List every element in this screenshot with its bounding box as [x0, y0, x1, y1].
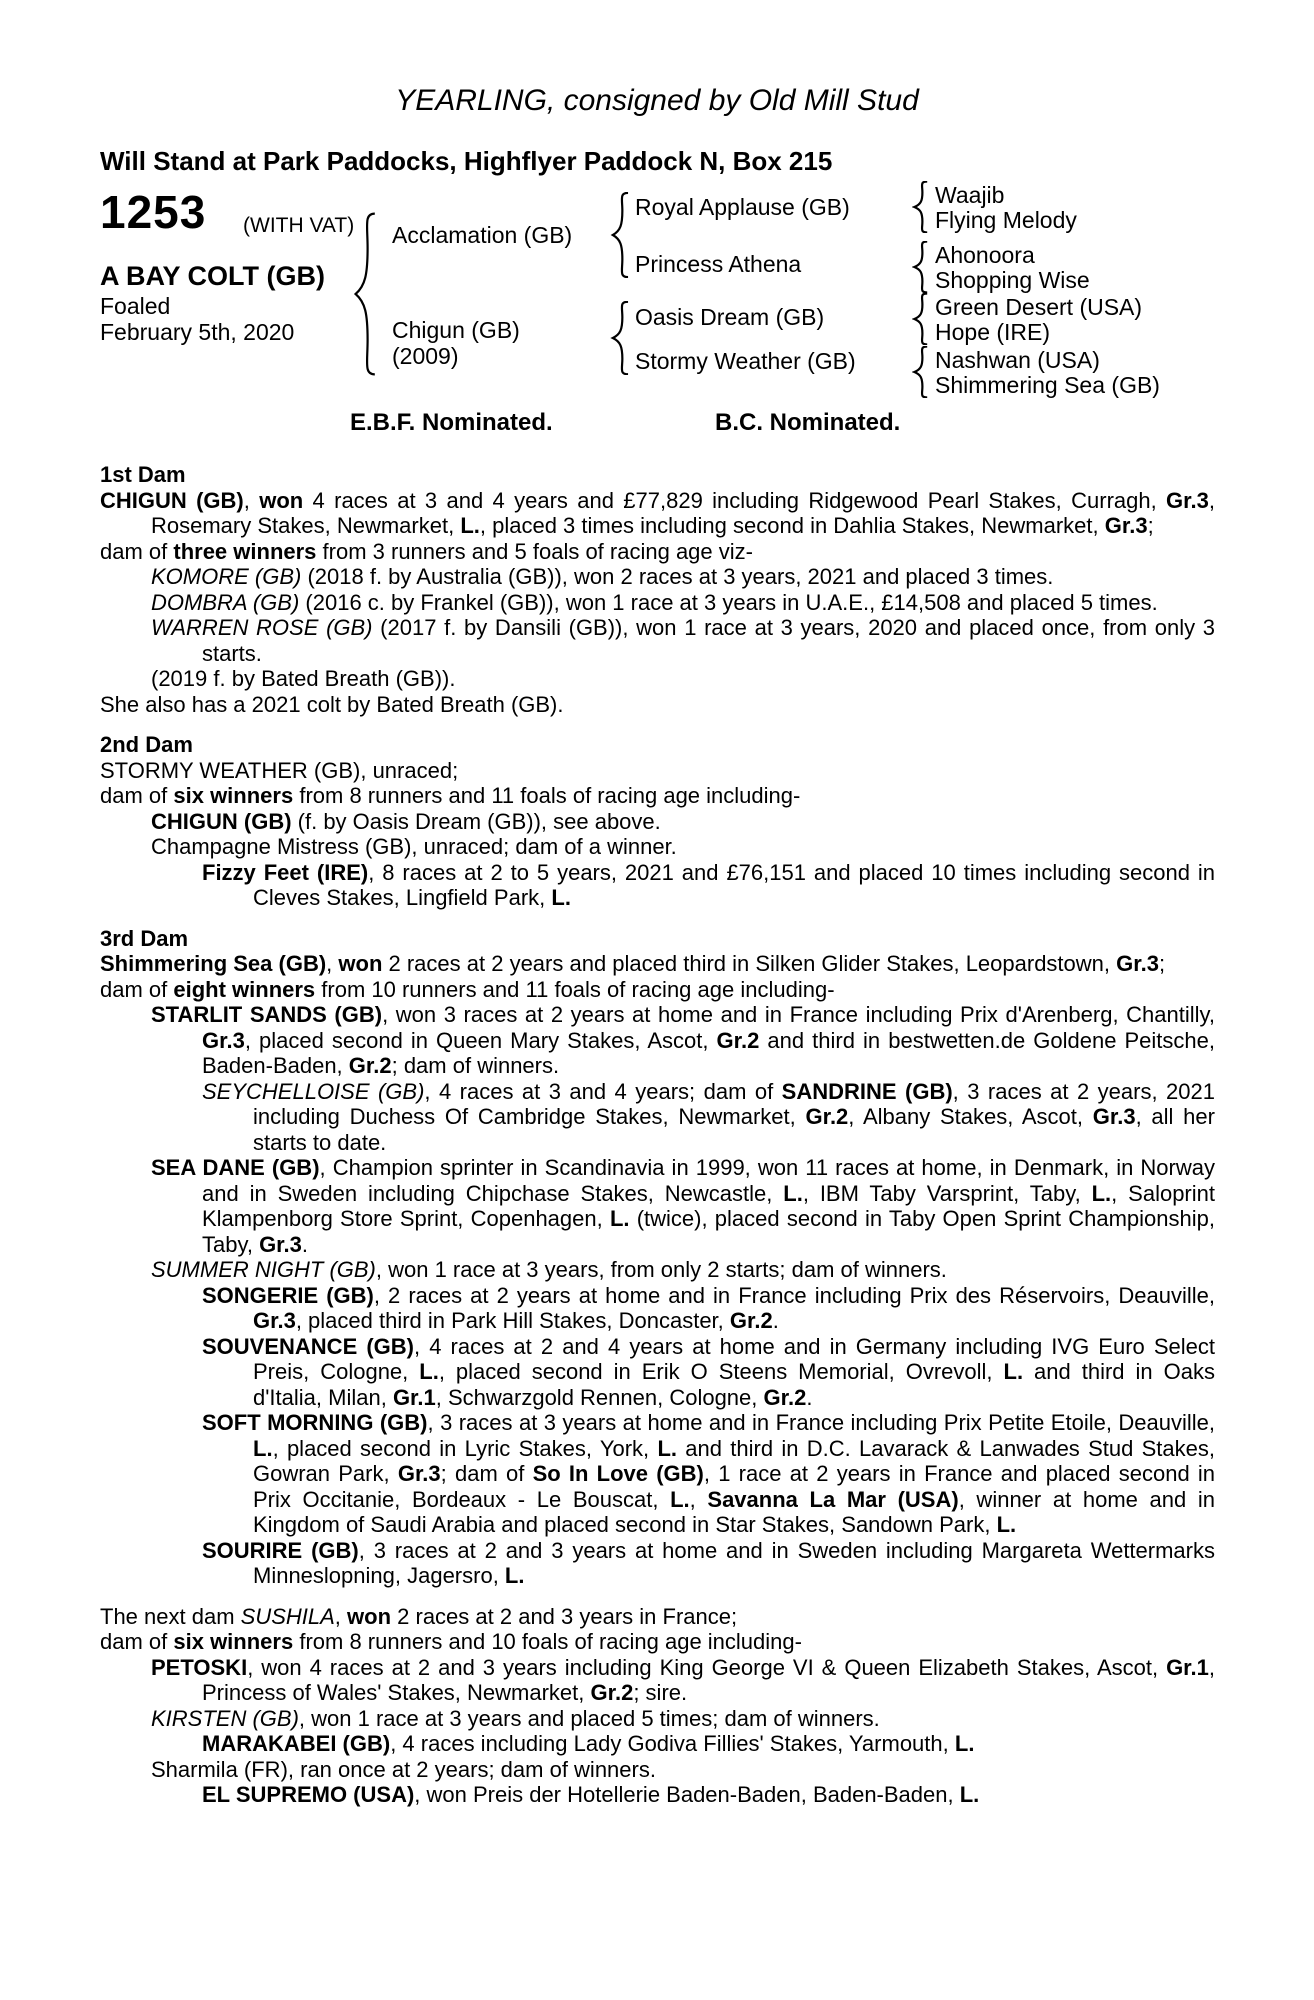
pedigree-paragraph: dam of eight winners from 10 runners and 11 foals of racing age including- [100, 976, 835, 1002]
pedigree-paragraph: 3rd Dam [100, 925, 189, 951]
pedigree-paragraph: Sharmila (FR), ran once at 2 years; dam of winners. [151, 1756, 656, 1782]
stand-location-line: Will Stand at Park Paddocks, Highflyer Paddock N, Box 215 [100, 146, 833, 176]
pedigree-brace-ggp-3 [912, 293, 928, 345]
bc-nominated-label: B.C. Nominated. [715, 409, 901, 436]
ebf-nominated-label: E.B.F. Nominated. [350, 409, 553, 436]
pedigree-paragraph: dam of six winners from 8 runners and 11 foals of racing age including- [100, 783, 801, 808]
pedigree-paragraph: Champagne Mistress (GB), unraced; dam of a winner. [151, 834, 677, 859]
pedigree-paragraph: SEA DANE (GB), Champion sprinter in Scandinavia in 1999, won 11 races at home, in Denmark, in Norway and in Sweden including Chipchase Stakes, Newcastle, L., IBM Taby Varsprint, Taby, L., Saloprint Klampenborg Store Sprint, Copenhagen, L. (twice), placed second in Taby Open Sprint Championship, Taby, Gr.3. [151, 1155, 1215, 1257]
pedigree-paragraph: SEYCHELLOISE (GB), 4 races at 3 and 4 years; dam of SANDRINE (GB), 3 races at 2 years, 2021 including Duchess Of Cambridge Stakes, Newmarket, Gr.2, Albany Stakes, Ascot, Gr.3, all her starts to date. [202, 1078, 1215, 1155]
pedigree-ggp-4: Shopping Wise [935, 267, 1090, 293]
pedigree-brace-ggp-2 [912, 241, 928, 293]
pedigree-paragraph: KOMORE (GB) (2018 f. by Australia (GB)), won 2 races at 3 years, 2021 and placed 3 times. [151, 564, 1054, 589]
foaled-date: February 5th, 2020 [100, 319, 295, 345]
pedigree-paragraph: EL SUPREMO (USA), won Preis der Hotellerie Baden-Baden, Baden-Baden, L. [202, 1782, 980, 1807]
pedigree-paragraph: DOMBRA (GB) (2016 c. by Frankel (GB)), won 1 race at 3 years in U.A.E., £14,508 and placed 5 times. [151, 589, 1158, 615]
pedigree-grandsire-1: Royal Applause (GB) [635, 194, 850, 220]
pedigree-ggp-3: Ahonoora [935, 242, 1035, 268]
pedigree-paragraph: The next dam SUSHILA, won 2 races at 2 and 3 years in France; [100, 1603, 738, 1629]
pedigree-brace-sire [610, 192, 629, 278]
pedigree-brace-ggp-4 [912, 346, 928, 398]
pedigree-paragraph: PETOSKI, won 4 races at 2 and 3 years including King George VI & Queen Elizabeth Stakes, Ascot, Gr.1, Princess of Wales' Stakes, Newmarket, Gr.2; sire. [151, 1654, 1215, 1705]
pedigree-ggp-6: Hope (IRE) [935, 319, 1051, 345]
pedigree-paragraph: STORMY WEATHER (GB), unraced; [100, 757, 459, 783]
pedigree-sire: Acclamation (GB) [392, 222, 573, 248]
pedigree-brace-ggp-1 [912, 181, 928, 233]
pedigree-ggp-1: Waajib [935, 182, 1005, 208]
pedigree-paragraph: KIRSTEN (GB), won 1 race at 3 years and placed 5 times; dam of winners. [151, 1705, 880, 1731]
pedigree-paragraph: SONGERIE (GB), 2 races at 2 years at home and in France including Prix des Réservoirs, Deauville, Gr.3, placed third in Park Hill Stakes, Doncaster, Gr.2. [202, 1282, 1216, 1333]
foaled-label: Foaled [100, 293, 171, 319]
pedigree-paragraph: SOFT MORNING (GB), 3 races at 3 years at home and in France including Prix Petite Etoile, Deauville, L., placed second in Lyric Stakes, York, L. and third in D.C. Lavarack & Lanwades Stud Stakes, Gowran Park, Gr.3; dam of So In Love (GB), 1 race at 2 years in France and placed second in Prix Occitanie, Bordeaux - Le Bouscat, L., Savanna La Mar (USA), winner at home and in Kingdom of Saudi Arabia and placed second in Star Stakes, Sandown Park, L. [202, 1410, 1216, 1537]
pedigree-paragraph: Shimmering Sea (GB), won 2 races at 2 years and placed third in Silken Glider Stakes, Leopardstown, Gr.3; [100, 951, 1166, 976]
pedigree-ggp-5: Green Desert (USA) [935, 294, 1143, 320]
pedigree-paragraph: 2nd Dam [100, 732, 193, 757]
pedigree-text [100, 462, 1215, 1808]
page-title: YEARLING, consigned by Old Mill Stud [395, 84, 919, 117]
pedigree-granddam-2: Stormy Weather (GB) [635, 348, 856, 374]
lot-description: A BAY COLT (GB) [100, 261, 326, 291]
pedigree-paragraph: CHIGUN (GB), won 4 races at 3 and 4 years and £77,829 including Ridgewood Pearl Stakes, Curragh, Gr.3, Rosemary Stakes, Newmarket, L., placed 3 times including second in Dahlia Stakes, Newmarket, Gr.3; [100, 487, 1215, 538]
pedigree-paragraph: dam of six winners from 8 runners and 10 foals of racing age including- [100, 1629, 802, 1654]
pedigree-paragraph: Fizzy Feet (IRE), 8 races at 2 to 5 years, 2021 and £76,151 and placed 10 times including second in Cleves Stakes, Lingfield Park, L. [202, 859, 1215, 910]
pedigree-paragraph: STARLIT SANDS (GB), won 3 races at 2 years at home and in France including Prix d'Arenberg, Chantilly, Gr.3, placed second in Queen Mary Stakes, Ascot, Gr.2 and third in bestwetten.de Goldene Peitsche, Baden-Baden, Gr.2; dam of winners. [151, 1002, 1216, 1078]
pedigree-dam: Chigun (GB) [392, 317, 520, 343]
pedigree-paragraph: 1st Dam [100, 462, 186, 487]
pedigree-paragraph: SUMMER NIGHT (GB), won 1 race at 3 years, from only 2 starts; dam of winners. [151, 1257, 947, 1282]
pedigree-ggp-8: Shimmering Sea (GB) [935, 372, 1160, 398]
pedigree-dam-year: (2009) [392, 343, 459, 369]
pedigree-paragraph: dam of three winners from 3 runners and 5 foals of racing age viz- [100, 538, 753, 564]
pedigree-paragraph: MARAKABEI (GB), 4 races including Lady Godiva Fillies' Stakes, Yarmouth, L. [202, 1731, 975, 1756]
pedigree-brace-dam [610, 301, 629, 375]
pedigree-paragraph: (2019 f. by Bated Breath (GB)). [151, 666, 456, 691]
pedigree-paragraph: SOUVENANCE (GB), 4 races at 2 and 4 years at home and in Germany including IVG Euro Select Preis, Cologne, L., placed second in Erik O Steens Memorial, Ovrevoll, L. and third in Oaks d'Italia, Milan, Gr.1, Schwarzgold Rennen, Cologne, Gr.2. [202, 1333, 1216, 1410]
pedigree-paragraph: SOURIRE (GB), 3 races at 2 and 3 years at home and in Sweden including Margareta Wettermarks Minneslopning, Jagersro, L. [202, 1537, 1215, 1588]
pedigree-ggp-7: Nashwan (USA) [935, 347, 1100, 373]
lot-number: 1253 [100, 186, 207, 238]
vat-note: (WITH VAT) [243, 214, 355, 237]
pedigree-grandsire-2: Oasis Dream (GB) [635, 304, 825, 330]
pedigree-paragraph: She also has a 2021 colt by Bated Breath (GB). [100, 691, 564, 717]
pedigree-paragraph: CHIGUN (GB) (f. by Oasis Dream (GB)), see above. [151, 808, 661, 834]
pedigree-brace-main [352, 212, 376, 376]
pedigree-paragraph: WARREN ROSE (GB) (2017 f. by Dansili (GB)), won 1 race at 3 years, 2020 and placed once, from only 3 starts. [151, 615, 1216, 666]
pedigree-granddam-1: Princess Athena [635, 251, 802, 277]
pedigree-ggp-2: Flying Melody [935, 207, 1077, 233]
